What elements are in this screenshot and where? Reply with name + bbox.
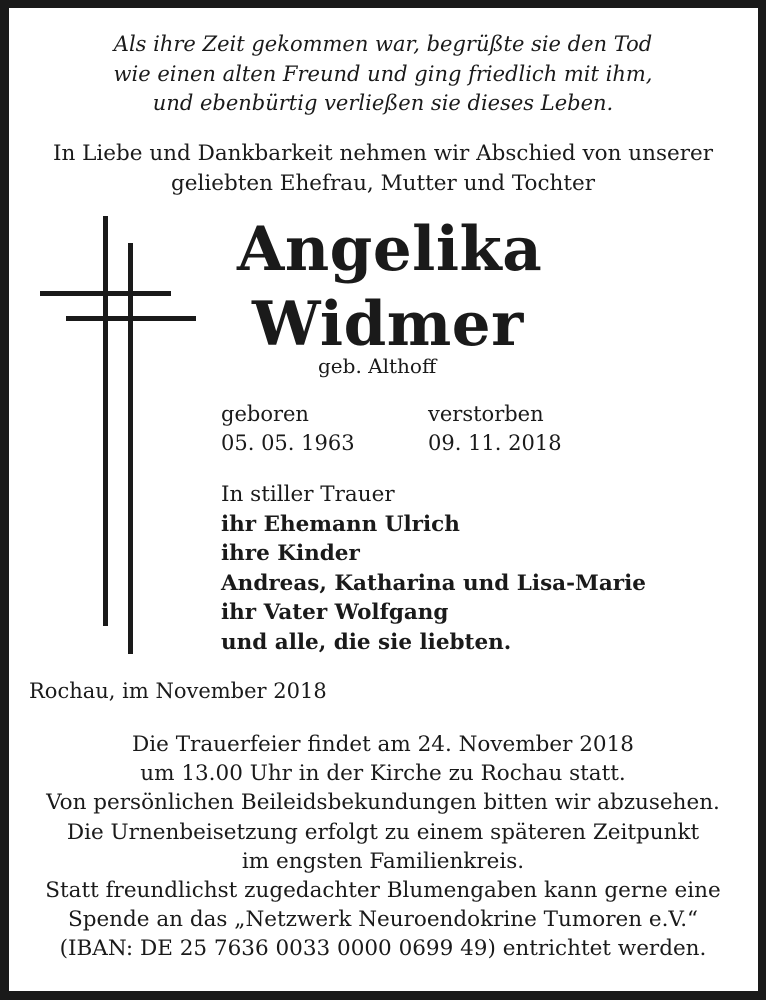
died-block [428, 400, 562, 458]
maiden-name: geb. Althoff [318, 354, 437, 378]
cross-left-vertical [103, 216, 108, 626]
details-line: (IBAN: DE 25 7636 0033 0000 0699 49) entrichtet werden. [59, 936, 707, 962]
mourner-line: und alle, die sie liebten. [221, 629, 512, 655]
details-line: um 13.00 Uhr in der Kirche zu Rochau statt. [140, 761, 626, 787]
details-line: Statt freundlichst zugedachter Blumengaben kann gerne eine [45, 878, 721, 904]
mourner-line: ihr Vater Wolfgang [221, 600, 449, 625]
details-line: Spende an das „Netzwerk Neuroendokrine Tumoren e.V.“ [67, 907, 699, 933]
died-label: verstorben [428, 402, 544, 426]
poem-line: und ebenbürtig verließen sie dieses Leben. [152, 91, 614, 115]
born-date: 05. 05. 1963 [221, 431, 355, 455]
details-line: Die Trauerfeier findet am 24. November 2018 [132, 732, 634, 757]
mourner-line: Andreas, Katharina und Lisa-Marie [221, 570, 646, 596]
mourners-lead: In stiller Trauer [221, 482, 395, 507]
deceased-last-name: Widmer [252, 289, 524, 360]
cross-right-horizontal [66, 316, 196, 321]
details-line: Von persönlichen Beileidsbekundungen bitten wir abzusehen. [46, 790, 720, 816]
mourner-line: ihr Ehemann Ulrich [221, 511, 460, 537]
poem-line: Als ihre Zeit gekommen war, begrüßte sie den Tod [113, 32, 653, 56]
died-date: 09. 11. 2018 [428, 431, 562, 455]
poem [0, 30, 766, 119]
mourners-list [221, 480, 646, 657]
funeral-details [0, 730, 766, 964]
details-line: Die Urnenbeisetzung erfolgt zu einem späteren Zeitpunkt [66, 819, 700, 845]
mourner-line: ihre Kinder [221, 541, 360, 566]
intro-line: In Liebe und Dankbarkeit nehmen wir Abschied von unserer [52, 141, 714, 166]
poem-line: wie einen alten Freund und ging friedlich mit ihm, [113, 61, 653, 86]
place-date: Rochau, im November 2018 [29, 679, 327, 703]
intro-text [0, 139, 766, 199]
cross-left-horizontal [40, 291, 171, 296]
details-line: im engsten Familienkreis. [241, 848, 525, 874]
deceased-first-name: Angelika [237, 214, 543, 285]
intro-line: geliebten Ehefrau, Mutter und Tochter [170, 171, 596, 196]
born-block [221, 400, 355, 458]
born-label: geboren [221, 402, 309, 426]
cross-right-vertical [128, 243, 133, 654]
